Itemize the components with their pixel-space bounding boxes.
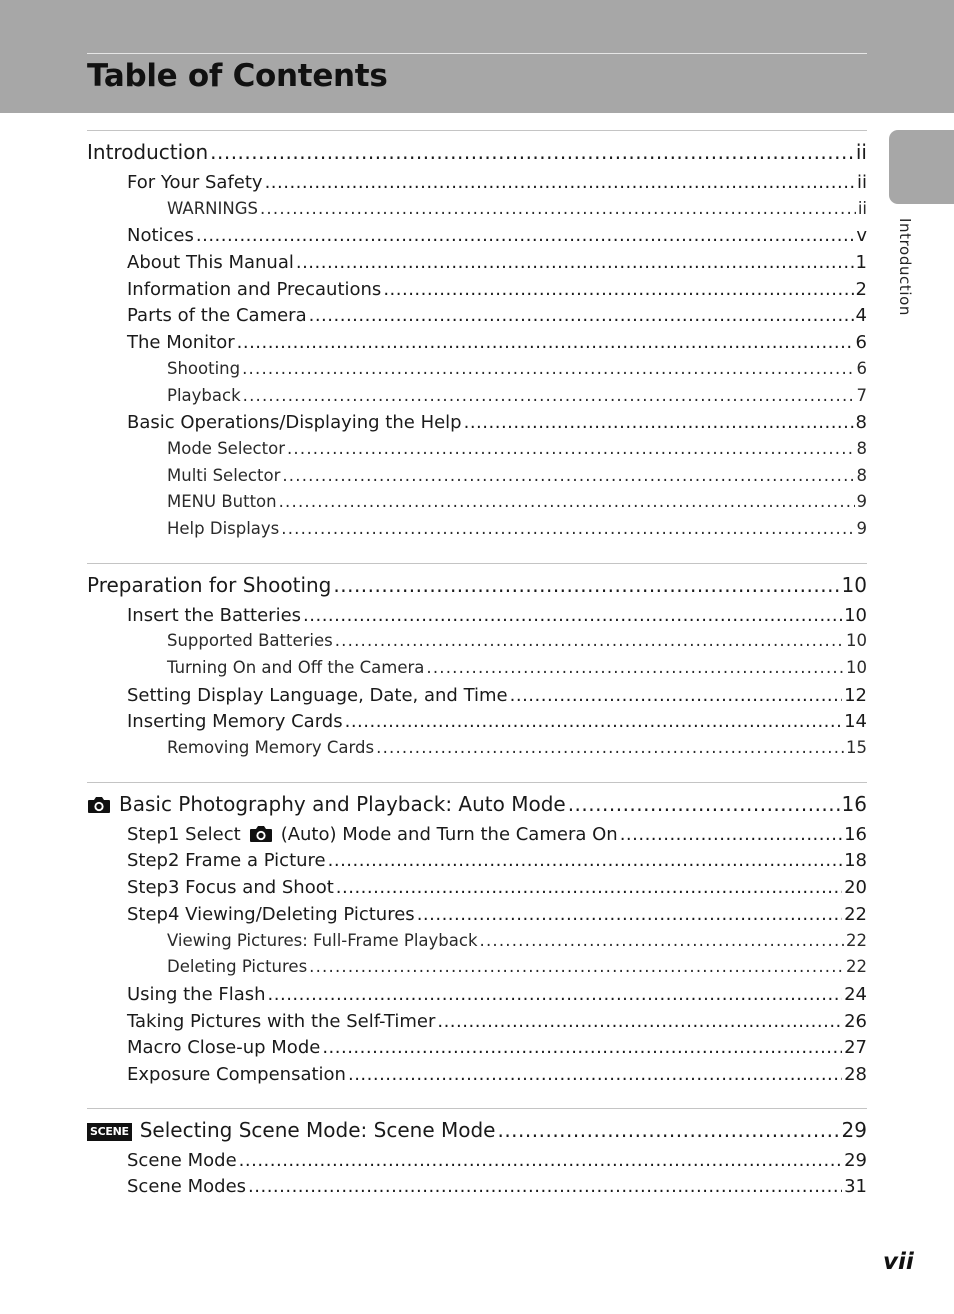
table-of-contents — [87, 130, 867, 1203]
toc-page-number: 22 — [844, 903, 867, 925]
toc-section — [87, 563, 867, 765]
dot-leader — [333, 573, 839, 597]
dot-leader — [248, 1176, 842, 1197]
dot-leader — [242, 359, 854, 378]
toc-entry[interactable] — [87, 519, 867, 546]
toc-entry-text: Taking Pictures with the Self-Timer — [127, 1010, 436, 1032]
toc-entry-title — [127, 305, 307, 326]
toc-page-number: 16 — [844, 823, 867, 845]
toc-entry[interactable] — [87, 332, 867, 359]
toc-entry-text: About This Manual — [127, 252, 294, 274]
toc-entry-text: Multi Selector — [167, 465, 281, 485]
toc-entry-text: Basic Operations/Displaying the Help — [127, 412, 462, 434]
dot-leader — [480, 931, 844, 950]
toc-entry[interactable] — [87, 1150, 867, 1177]
toc-entry-text: Insert the Batteries — [127, 604, 302, 626]
toc-entry-title — [127, 685, 508, 706]
toc-entry[interactable] — [87, 658, 867, 685]
toc-page-number: v — [856, 225, 867, 247]
toc-entry-title — [127, 877, 334, 898]
toc-entry-text: Scene Modes — [127, 1176, 247, 1198]
toc-page-number: ii — [857, 198, 867, 218]
toc-entry-text: Information and Precautions — [127, 278, 382, 300]
toc-entry[interactable] — [87, 605, 867, 632]
toc-page-number: 10 — [844, 604, 867, 626]
toc-entry[interactable] — [87, 412, 867, 439]
toc-section — [87, 782, 867, 1091]
toc-entry-text: Turning On and Off the Camera — [167, 658, 425, 677]
toc-page-number: 29 — [844, 1149, 867, 1171]
toc-page-number: 9 — [856, 492, 867, 512]
toc-page-number: 28 — [844, 1063, 867, 1085]
header-band — [0, 0, 954, 113]
toc-entry-title — [167, 519, 279, 538]
dot-leader — [383, 279, 853, 300]
toc-entry[interactable] — [87, 904, 867, 931]
dot-leader — [510, 685, 842, 706]
dot-leader — [348, 1064, 842, 1085]
dot-leader — [620, 824, 842, 845]
toc-page-number: 2 — [855, 278, 867, 300]
toc-page-number: 12 — [844, 684, 867, 706]
toc-entry-text: Viewing Pictures: Full-Frame Playback — [167, 930, 478, 950]
dot-leader — [196, 225, 854, 246]
toc-entry-title — [167, 386, 241, 405]
toc-entry[interactable] — [87, 824, 867, 851]
toc-page-number: 26 — [844, 1010, 867, 1032]
toc-page-number: 1 — [855, 252, 867, 274]
toc-entry[interactable] — [87, 631, 867, 658]
toc-entry-title — [127, 172, 263, 193]
toc-entry-text: Step3 Focus and Shoot — [127, 877, 334, 899]
toc-entry[interactable] — [87, 1109, 867, 1150]
toc-entry[interactable] — [87, 1176, 867, 1203]
toc-entry-text: Help Displays — [167, 518, 280, 538]
toc-page-number: 9 — [856, 518, 867, 538]
dot-leader — [417, 904, 842, 925]
toc-page-number: ii — [855, 140, 867, 164]
toc-entry-text: Inserting Memory Cards — [127, 711, 343, 733]
toc-entry-title — [127, 412, 462, 433]
dot-leader — [243, 386, 855, 405]
toc-entry[interactable] — [87, 359, 867, 386]
section-tab-label: Introduction — [896, 218, 914, 317]
toc-entry-title — [167, 738, 374, 757]
toc-entry[interactable] — [87, 439, 867, 466]
toc-entry-title — [167, 658, 424, 677]
toc-entry-title — [167, 199, 258, 218]
toc-page-number: 7 — [856, 385, 867, 405]
toc-entry-title — [87, 573, 331, 597]
toc-entry[interactable] — [87, 386, 867, 413]
toc-entry-text: Using the Flash — [127, 983, 266, 1005]
toc-entry-title — [127, 252, 294, 273]
toc-page-number: 20 — [844, 877, 867, 899]
toc-page-number: 10 — [846, 631, 867, 651]
toc-page-number: 14 — [844, 711, 867, 733]
toc-entry[interactable] — [87, 305, 867, 332]
toc-entry-title — [87, 140, 208, 164]
toc-section — [87, 1108, 867, 1203]
toc-entry-text: Parts of the Camera — [127, 305, 307, 327]
toc-entry-text: Notices — [127, 225, 194, 247]
dot-leader — [336, 877, 842, 898]
toc-page-number: 31 — [844, 1176, 867, 1198]
toc-page-number: 18 — [844, 850, 867, 872]
toc-entry[interactable] — [87, 984, 867, 1011]
toc-entry[interactable] — [87, 172, 867, 199]
dot-leader — [287, 439, 855, 458]
toc-entry[interactable] — [87, 711, 867, 738]
dot-leader — [335, 631, 844, 650]
dot-leader — [279, 492, 855, 511]
toc-entry-title — [127, 824, 618, 848]
toc-entry-title — [127, 1037, 320, 1058]
dot-leader — [210, 140, 854, 164]
toc-entry-title — [167, 466, 280, 485]
toc-page-number: 22 — [846, 930, 867, 950]
toc-entry-title — [127, 1064, 346, 1085]
header-rule — [87, 53, 867, 54]
toc-page-number: 6 — [855, 332, 867, 354]
toc-entry[interactable] — [87, 1064, 867, 1091]
toc-entry-text: Preparation for Shooting — [87, 572, 332, 597]
toc-entry-title — [167, 492, 277, 511]
dot-leader — [281, 519, 854, 538]
toc-page-number: 6 — [856, 358, 867, 378]
toc-entry-title — [167, 439, 285, 458]
toc-page-number: 29 — [841, 1117, 867, 1142]
page-number: vii — [883, 1249, 914, 1275]
dot-leader — [328, 850, 842, 871]
dot-leader — [239, 1150, 842, 1171]
toc-page-number: ii — [856, 172, 867, 193]
toc-entry[interactable] — [87, 877, 867, 904]
toc-entry-text: Mode Selector — [167, 438, 285, 458]
toc-page-number: 27 — [844, 1037, 867, 1059]
toc-page-number: 8 — [856, 465, 867, 485]
toc-entry[interactable] — [87, 466, 867, 493]
toc-entry-text: Removing Memory Cards — [167, 738, 375, 758]
toc-page-number: 22 — [846, 957, 867, 977]
toc-page-number: 16 — [841, 791, 867, 816]
dot-leader — [268, 984, 843, 1005]
toc-entry-title — [127, 332, 235, 353]
dot-leader — [309, 957, 844, 976]
toc-entry[interactable] — [87, 1037, 867, 1064]
toc-entry-text: Scene Mode — [127, 1149, 237, 1171]
toc-entry[interactable] — [87, 1011, 867, 1038]
toc-page-number: 8 — [856, 438, 867, 458]
dot-leader — [265, 172, 855, 193]
toc-entry[interactable] — [87, 685, 867, 712]
toc-entry-text: Basic Photography and Playback: Auto Mode — [119, 791, 566, 816]
toc-entry[interactable] — [87, 492, 867, 519]
toc-entry-title — [127, 1011, 435, 1032]
toc-entry-title — [127, 850, 326, 871]
toc-page-number: 8 — [855, 412, 867, 434]
toc-entry[interactable] — [87, 738, 867, 765]
dot-leader — [296, 252, 854, 273]
toc-entry-title — [127, 279, 381, 300]
scene-mode-icon: SCENE — [87, 1123, 132, 1141]
toc-entry-title — [167, 631, 333, 650]
dot-leader — [497, 1118, 839, 1142]
toc-page-number: 10 — [841, 572, 867, 597]
toc-page-number: 15 — [846, 738, 867, 758]
toc-entry-title — [87, 1118, 495, 1142]
toc-entry-text: Step2 Frame a Picture — [127, 850, 326, 872]
toc-entry-text: Supported Batteries — [167, 631, 333, 651]
dot-leader — [237, 332, 854, 353]
toc-entry-title — [127, 904, 415, 925]
toc-entry[interactable] — [87, 252, 867, 279]
toc-entry-title — [167, 359, 240, 378]
toc-entry[interactable] — [87, 783, 867, 824]
toc-entry[interactable] — [87, 279, 867, 306]
dot-leader — [437, 1011, 842, 1032]
toc-section — [87, 130, 867, 546]
dot-leader — [568, 792, 840, 816]
toc-entry-text: The Monitor — [127, 332, 235, 354]
toc-entry[interactable] — [87, 850, 867, 877]
toc-entry-title — [167, 931, 478, 950]
toc-entry-text: Exposure Compensation — [127, 1063, 346, 1085]
toc-entry-title — [127, 1176, 246, 1197]
toc-entry-text: For Your Safety — [127, 172, 263, 193]
dot-leader — [426, 658, 844, 677]
toc-entry-title — [87, 792, 566, 819]
dot-leader — [345, 711, 842, 732]
toc-entry-title — [127, 711, 343, 732]
dot-leader — [260, 199, 856, 218]
toc-entry[interactable] — [87, 199, 867, 226]
toc-entry-text: Deleting Pictures — [167, 957, 308, 977]
camera-icon — [249, 824, 273, 848]
toc-entry-text: Introduction — [87, 140, 209, 164]
toc-entry-text: Macro Close-up Mode — [127, 1037, 321, 1059]
toc-entry-title — [167, 957, 307, 976]
dot-leader — [322, 1037, 842, 1058]
page-title: Table of Contents — [87, 58, 388, 94]
toc-entry-text: WARNINGS — [167, 198, 258, 218]
dot-leader — [303, 605, 842, 626]
toc-entry[interactable] — [87, 131, 867, 172]
toc-entry[interactable] — [87, 957, 867, 984]
section-tab[interactable] — [889, 130, 954, 204]
dot-leader — [309, 305, 854, 326]
toc-page-number: 10 — [846, 658, 867, 677]
toc-entry-text: MENU Button — [167, 492, 277, 512]
toc-entry-text: Step1 Select — [127, 823, 241, 845]
toc-entry-text: Step4 Viewing/Deleting Pictures — [127, 903, 415, 925]
toc-entry-title — [127, 225, 194, 246]
toc-entry-text: Shooting — [167, 358, 241, 378]
toc-entry[interactable] — [87, 564, 867, 605]
dot-leader — [282, 466, 854, 485]
toc-entry-title — [127, 984, 266, 1005]
toc-entry-title — [127, 1150, 237, 1171]
dot-leader — [464, 412, 854, 433]
toc-entry-title — [127, 605, 301, 626]
camera-icon — [87, 795, 111, 819]
toc-page-number: 24 — [844, 983, 867, 1005]
toc-entry-text-continued: (Auto) Mode and Turn the Camera On — [280, 823, 618, 845]
toc-page-number: 4 — [855, 305, 867, 327]
dot-leader — [376, 738, 844, 757]
toc-entry-text: Setting Display Language, Date, and Time — [127, 684, 508, 706]
toc-entry-text: Playback — [167, 385, 241, 405]
toc-entry-text: Selecting Scene Mode: Scene Mode — [139, 1117, 496, 1142]
toc-entry[interactable] — [87, 225, 867, 252]
toc-entry[interactable] — [87, 931, 867, 958]
